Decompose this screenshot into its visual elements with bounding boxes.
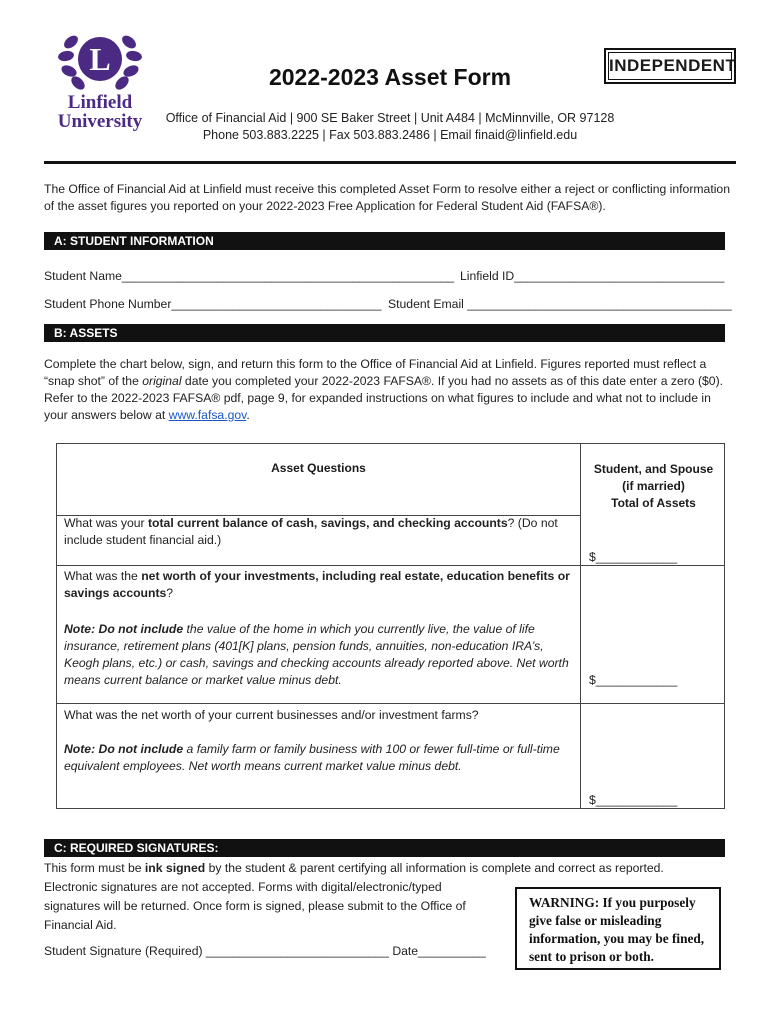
student-phone-field[interactable]: Student Phone Number_______________________________ xyxy=(44,297,382,311)
svg-text:L: L xyxy=(89,41,111,77)
total-assets-header xyxy=(581,461,726,512)
logo-wordmark-line2: University xyxy=(57,111,143,132)
instructions-text-continued: date you completed your 2022-2023 FAFSA®. If you had no assets as of this date enter a zero ($0). Refer to the 2022-2023 FAFSA® pdf, page 9, for expanded instructions on what figures to include and what not to include in your answers below at xyxy=(44,374,724,422)
fafsa-link[interactable]: www.fafsa.gov xyxy=(168,408,247,422)
question-text: ? (Do not include student financial aid.) xyxy=(64,516,558,547)
question-text: ? xyxy=(166,586,174,600)
instructions-text: Complete the chart below, sign, and return this form to the Office of Financial Aid at Linfield. Figures reported must reflect a “snap shot” of the xyxy=(44,357,707,388)
question-cash-savings xyxy=(64,515,574,549)
question-emphasis: net worth of your investments, including real estate, education benefits or savings accounts xyxy=(64,569,570,600)
instructions-period: . xyxy=(246,408,250,422)
student-name-field[interactable]: Student Name_________________________________________________ xyxy=(44,269,455,283)
instruction-text: This form must be xyxy=(44,861,145,875)
note-label: Note: Do not include xyxy=(64,742,184,756)
question-businesses-farms: What was the net worth of your current businesses and/or investment farms? xyxy=(64,708,479,722)
instructions-emphasis: original xyxy=(142,374,182,388)
header-divider xyxy=(44,161,736,164)
signature-instruction-line: Financial Aid. xyxy=(44,918,117,932)
form-title: 2022-2023 Asset Form xyxy=(268,64,512,90)
warning-box: WARNING: If you purposely give false or misleading information, you may be fined, sent to prison or both. xyxy=(515,887,721,970)
office-address: Office of Financial Aid | 900 SE Baker Street | Unit A484 | McMinnville, OR 97128 xyxy=(165,111,615,125)
header-line: Student, and Spouse xyxy=(593,462,714,476)
student-email-field[interactable]: Student Email _______________________________________ xyxy=(388,297,732,311)
section-b-heading: B: ASSETS xyxy=(44,324,725,342)
intro-paragraph: The Office of Financial Aid at Linfield must receive this completed Asset Form to resolve either a reject or conflicting information of the asset figures you reported on your 2022-2023 Free Application for Federal Student Aid (FAFSA®). xyxy=(44,182,730,213)
businesses-note xyxy=(64,741,574,775)
header-line: Total of Assets xyxy=(611,496,696,510)
header-line: (if married) xyxy=(622,479,685,493)
note-text: a family farm or family business with 100 or fewer full-time or full-time equivalent employees. Net worth means current market value minus debt. xyxy=(64,742,560,773)
question-investments xyxy=(64,568,574,602)
investments-note xyxy=(64,621,574,689)
signature-instruction-line: Electronic signatures are not accepted. Forms with digital/electronic/typed xyxy=(44,880,442,894)
signature-instruction-line xyxy=(44,859,734,878)
logo-wordmark-line1: Linfield xyxy=(67,92,133,113)
amount-cash-savings-field[interactable]: $____________ xyxy=(589,550,678,564)
status-badge xyxy=(604,48,736,84)
section-a-heading: A: STUDENT INFORMATION xyxy=(44,232,725,250)
amount-investments-field[interactable]: $____________ xyxy=(589,673,678,687)
amount-businesses-field[interactable]: $____________ xyxy=(589,793,678,807)
table-row-divider xyxy=(57,565,724,566)
question-emphasis: total current balance of cash, savings, and checking accounts xyxy=(148,516,508,530)
section-c-heading: C: REQUIRED SIGNATURES: xyxy=(44,839,725,857)
student-signature-field[interactable]: Student Signature (Required) ___________________________ Date__________ xyxy=(44,944,486,958)
office-phone-email: Phone 503.883.2225 | Fax 503.883.2486 | Email finaid@linfield.edu xyxy=(202,128,578,142)
question-text: What was your xyxy=(64,516,148,530)
office-contact-info xyxy=(120,110,660,144)
linfield-id-field[interactable]: Linfield ID_______________________________ xyxy=(460,269,725,283)
instruction-emphasis: ink signed xyxy=(144,861,206,875)
status-badge-label: INDEPENDENT xyxy=(608,52,732,80)
laurel-crest-icon xyxy=(58,30,142,92)
table-row-divider xyxy=(57,703,724,704)
note-label: Note: Do not include xyxy=(64,622,184,636)
assets-table xyxy=(56,443,725,809)
question-text: What was the xyxy=(64,569,142,583)
assets-instructions xyxy=(44,356,734,424)
signature-instruction-line: signatures will be returned. Once form is signed, please submit to the Office of xyxy=(44,899,466,913)
note-text: the value of the home in which you currently live, the value of life insurance, retirement plans (401[K] plans, pension funds, annuities, non-education IRA’s, Keogh plans, etc.) or cash, savings and checking accounts already reported above. Net worth means current balance or market value minus debt. xyxy=(64,622,569,687)
asset-questions-header: Asset Questions xyxy=(271,461,366,475)
instruction-text: by the student & parent certifying all information is complete and correct as reported. xyxy=(205,861,664,875)
